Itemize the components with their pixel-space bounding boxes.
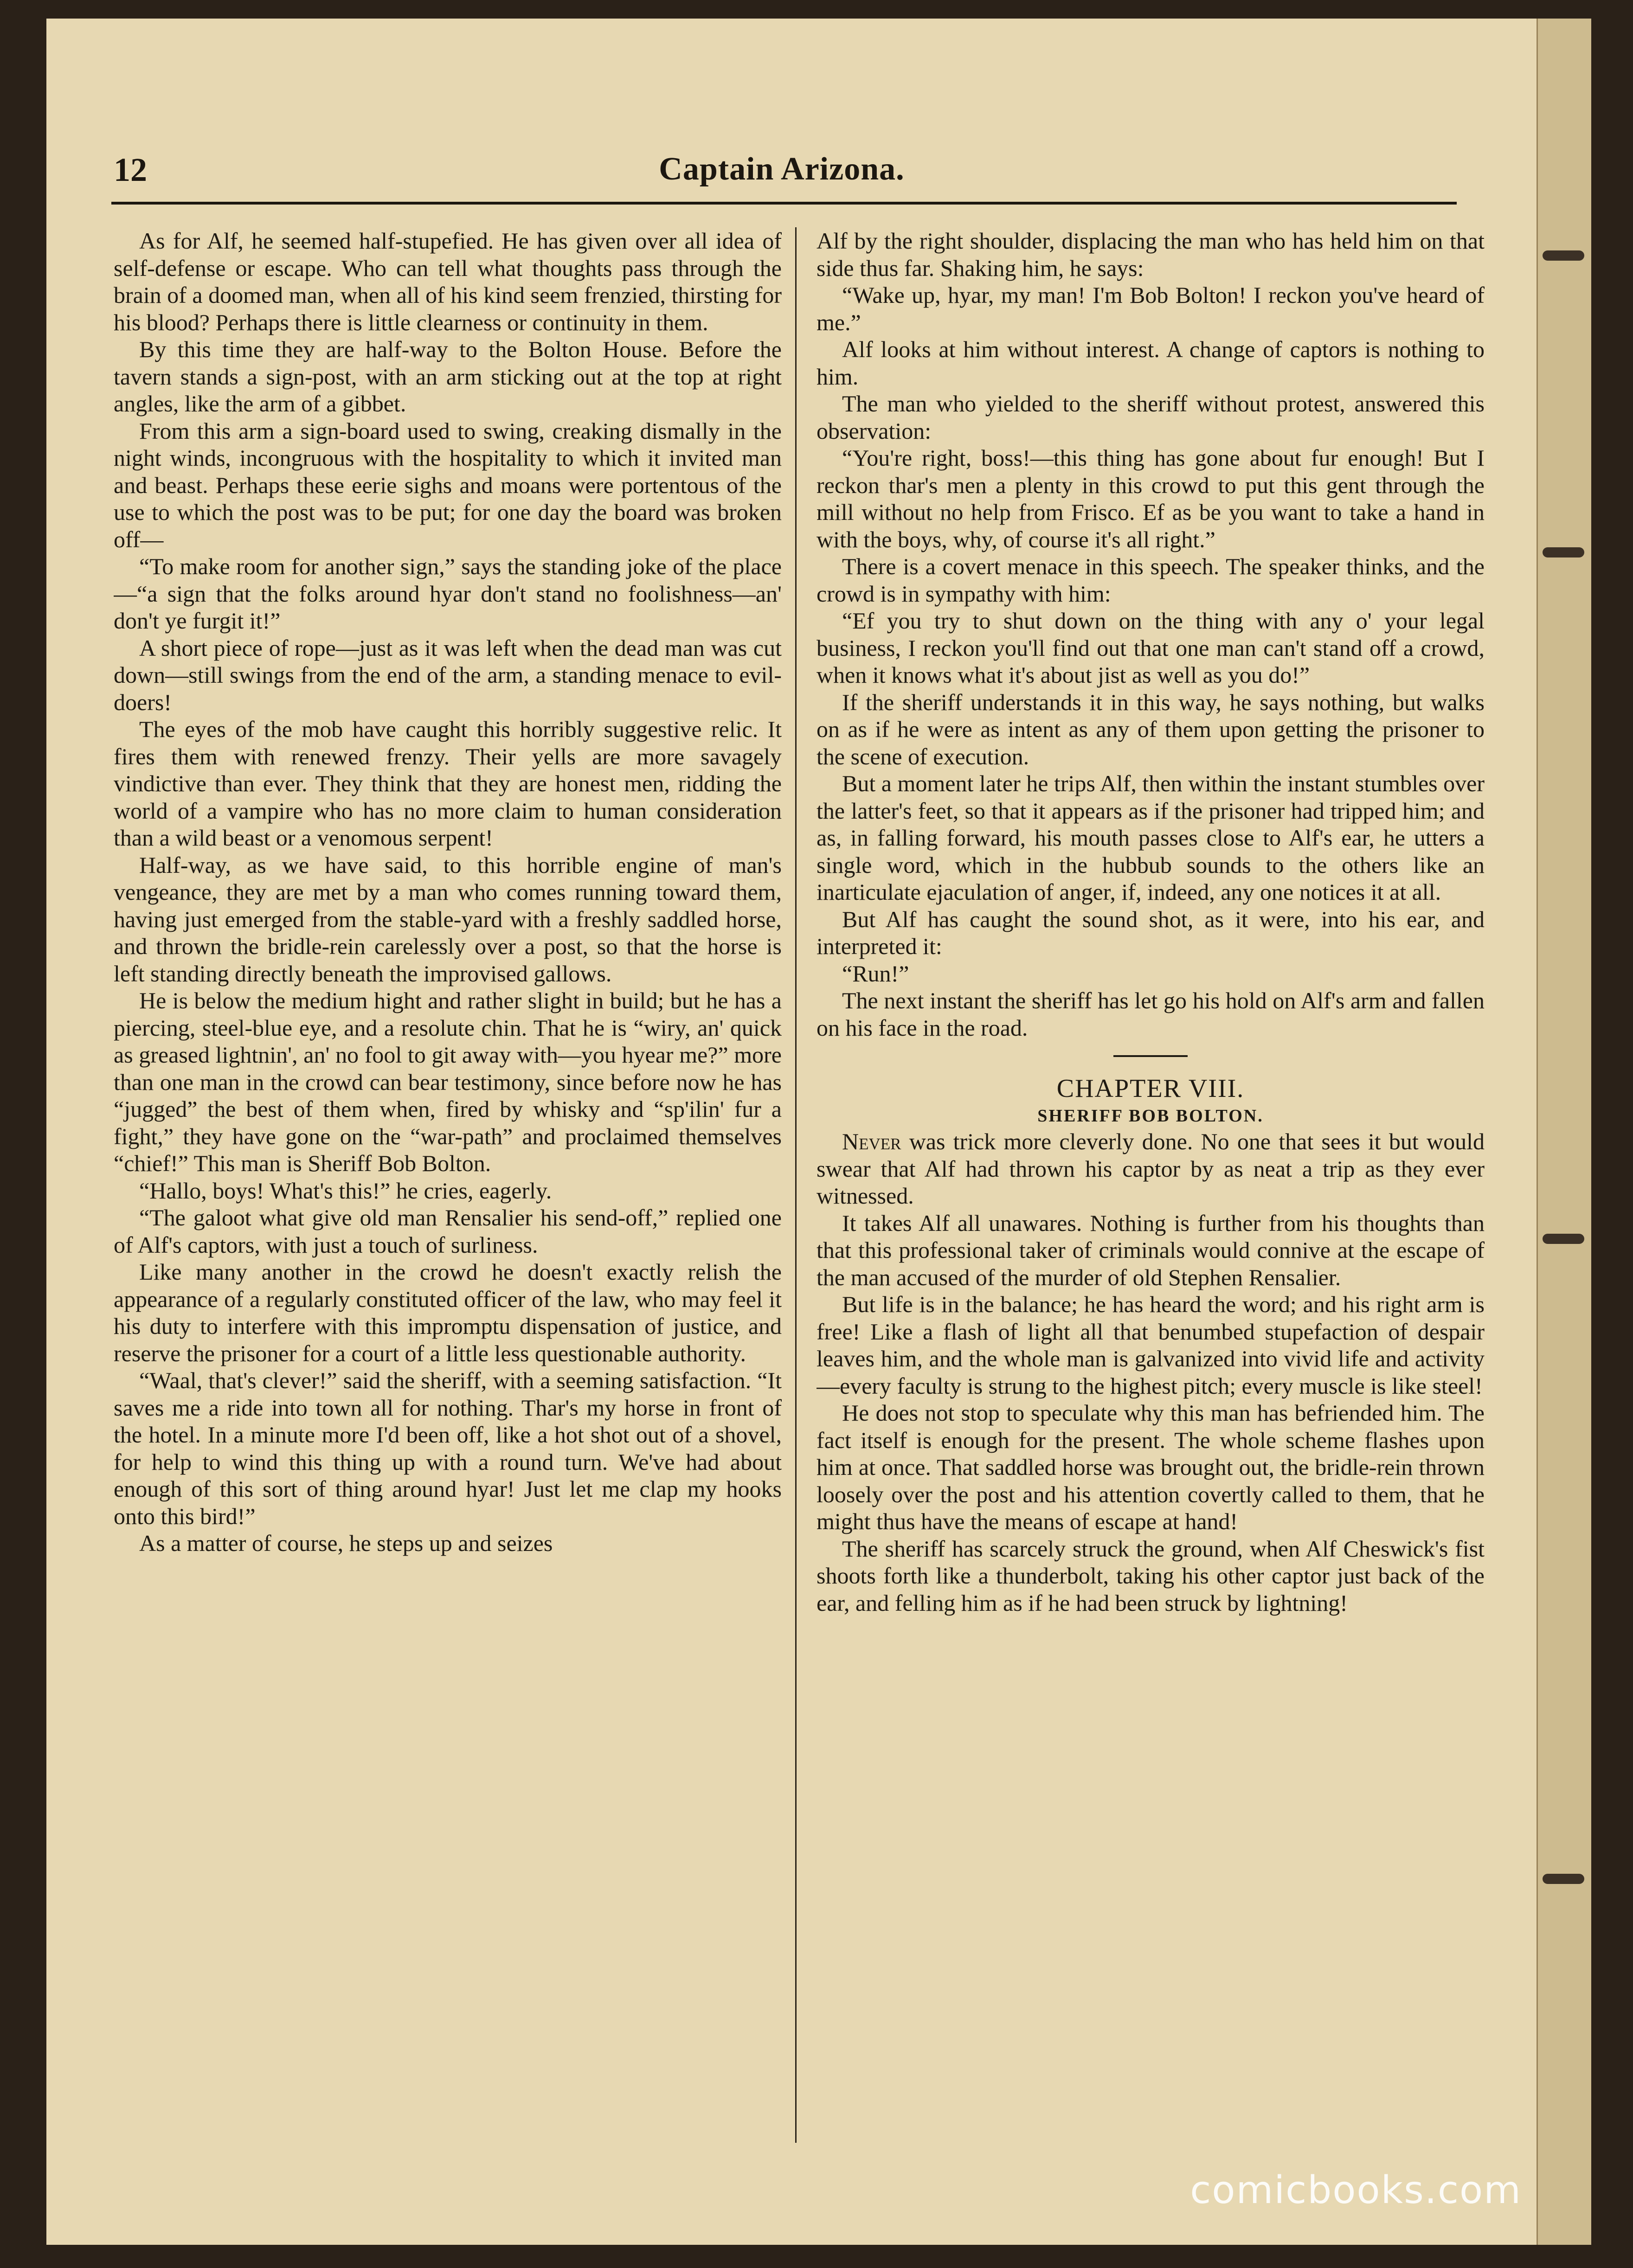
header-rule: [111, 202, 1457, 205]
paragraph: But life is in the balance; he has heard the word; and his right arm is free! Like a flash of light all that benumbed stupefaction of despair leaves him, and the whole man is galvanized into vivid life and activity—every faculty is strung to the highest pitch; every muscle is like steel!: [816, 1291, 1485, 1399]
paragraph: As a matter of course, he steps up and seizes: [139, 1530, 553, 1556]
chapter-first-paragraph: [816, 1128, 1485, 1210]
binding-stitch: [1543, 1234, 1584, 1244]
page-number: 12: [114, 151, 147, 188]
paragraph: As for Alf, he seemed half-stupefied. He has given over all idea of self-defense or escape. Who can tell what thoughts pass through the brain of a doomed man, when all of his kind seem frenzied, thirsting for his blood? Perhaps there is little clearness or continuity in them.: [114, 228, 782, 335]
paragraph: He is below the medium hight and rather slight in build; but he has a piercing, steel-blue eye, and a resolute chin. That he is “wiry, an' quick as greased lightnin', an' no fool to git away with—you hyear me?” more than one man in the crowd can bear testimony, since before now he has “jugged” the best of them when, fired by whisky and “sp'ilin' fur a fight,” they have gone on the “war-path” and proclaimed themselves “chief!” This man is Sheriff Bob Bolton.: [114, 987, 782, 1176]
paragraph: Alf looks at him without interest. A change of captors is nothing to him.: [816, 336, 1485, 390]
chapter-rule: [1113, 1055, 1188, 1057]
binding-stitch: [1543, 1874, 1584, 1884]
page-binding: [1537, 19, 1591, 2245]
paragraph: By this time they are half-way to the Bolton House. Before the tavern stands a sign-post, with an arm sticking out at the top at right angles, like the arm of a gibbet.: [114, 336, 782, 416]
paragraph: “To make room for another sign,” says the standing joke of the place—“a sign that the folks around hyar don't stand no foolishness—an' don't ye furgit it!”: [114, 553, 782, 634]
left-column: [114, 227, 782, 2138]
paragraph: “Hallo, boys! What's this!” he cries, eagerly.: [139, 1177, 552, 1204]
paragraph: But a moment later he trips Alf, then within the instant stumbles over the latter's feet, so that it appears as if the prisoner had tripped him; and as, in falling forward, his mouth passes close to Alf's ear, he utters a single word, which in the hubbub sounds to the others like an inarticulate ejaculation of anger, if, indeed, any one notices it at all.: [816, 770, 1485, 905]
watermark: comicbooks.com: [1190, 2168, 1522, 2212]
chapter-title: CHAPTER VIII.: [1056, 1074, 1245, 1103]
paragraph: From this arm a sign-board used to swing, creaking dismally in the night winds, incongruous with the hospitality to which it invited man and beast. Perhaps these eerie sighs and moans were portentous of the use to which the post was to be put; for one day the board was broken off—: [114, 417, 782, 552]
paragraph: It takes Alf all unawares. Nothing is further from his thoughts than that this professional taker of criminals would connive at the escape of the man accused of the murder of old Stephen Rensalier.: [816, 1210, 1485, 1290]
paragraph: “Waal, that's clever!” said the sheriff, with a seeming satisfaction. “It saves me a ride into town all for nothing. Thar's my horse in front of the hotel. In a minute more I'd been off, like a hot shot out of a shovel, for help to wind this thing up with a round turn. We've had about enough of this sort of thing around hyar! Just let me clap my hooks onto this bird!”: [114, 1367, 782, 1529]
right-column-text-before-chapter: [816, 227, 1485, 1041]
paragraph: He does not stop to speculate why this man has befriended him. The fact itself is enough for the present. The whole scheme flashes upon him at once. That saddled horse was brought out, the bridle-rein thrown loosely over the post and his attention covertly called to them, that he might thus have the means of escape at hand!: [816, 1400, 1485, 1534]
paragraph: A short piece of rope—just as it was left when the dead man was cut down—still swings from the end of the arm, a standing menace to evil-doers!: [114, 634, 782, 715]
paragraph: There is a covert menace in this speech. The speaker thinks, and the crowd is in sympathy with him:: [816, 553, 1485, 607]
paragraph: The man who yielded to the sheriff without protest, answered this observation:: [816, 391, 1485, 444]
paragraph: The eyes of the mob have caught this horribly suggestive relic. It fires them with renewed frenzy. Their yells are more savagely vindictive than ever. They think that they are honest men, ridding the world of a vampire who has no more claim to human consideration than a wild beast or a venomous serpent!: [114, 716, 782, 851]
paragraph: The next instant the sheriff has let go his hold on Alf's arm and fallen on his face in the road.: [816, 987, 1485, 1041]
paragraph: The sheriff has scarcely struck the ground, when Alf Cheswick's fist shoots forth like a thunderbolt, taking his other captor just back of the ear, and felling him as if he had been struck by lightning!: [816, 1535, 1485, 1616]
binding-stitch: [1543, 547, 1584, 557]
paragraph: “The galoot what give old man Rensalier his send-off,” replied one of Alf's captors, with just a touch of surliness.: [114, 1204, 782, 1258]
binding-stitch: [1543, 250, 1584, 261]
paragraph: “Wake up, hyar, my man! I'm Bob Bolton! I reckon you've heard of me.”: [816, 282, 1485, 335]
right-column: [816, 227, 1485, 2138]
paragraph: “Run!”: [842, 960, 909, 987]
paragraph: If the sheriff understands it in this way, he says nothing, but walks on as if he were as intent as any of them upon getting the prisoner to the scene of execution.: [816, 689, 1485, 769]
first-paragraph-text: was trick more cleverly done. No one that sees it but would swear that Alf had thrown his captor by as neat a trip as they ever witnessed.: [816, 1128, 1485, 1209]
paragraph: Half-way, as we have said, to this horrible engine of man's vengeance, they are met by a man who comes running toward them, having just emerged from the stable-yard with a freshly saddled horse, and thrown the bridle-rein carelessly over a post, so that the horse is left standing directly beneath the improvised gallows.: [114, 852, 782, 987]
book-page: [46, 19, 1591, 2245]
drop-word: Never: [842, 1128, 901, 1154]
paragraph: “Ef you try to shut down on the thing with any o' your legal business, I reckon you'll find out that one man can't stand off a crowd, when it knows what it's about jist as well as you do!”: [816, 608, 1485, 688]
right-column-text-after-chapter: [816, 1210, 1485, 1617]
paragraph: Like many another in the crowd he doesn't exactly relish the appearance of a regularly constituted officer of the law, who may feel it his duty to interfere with this impromptu dispensation of justice, and reserve the prisoner for a court of a little less questionable authority.: [114, 1259, 782, 1366]
column-divider: [795, 227, 797, 2143]
chapter-subtitle: SHERIFF BOB BOLTON.: [1037, 1106, 1264, 1126]
paragraph: “You're right, boss!—this thing has gone about fur enough! But I reckon thar's men a plenty in this crowd to put this gent through the mill without no help from Frisco. Ef as be you want to take a hand in with the boys, why, of course it's all right.”: [816, 445, 1485, 552]
paragraph: Alf by the right shoulder, displacing the man who has held him on that side thus far. Shaking him, he says:: [816, 228, 1485, 281]
page-header: [114, 146, 1450, 197]
paragraph: But Alf has caught the sound shot, as it were, into his ear, and interpreted it:: [816, 906, 1485, 959]
running-title: Captain Arizona.: [659, 151, 905, 187]
